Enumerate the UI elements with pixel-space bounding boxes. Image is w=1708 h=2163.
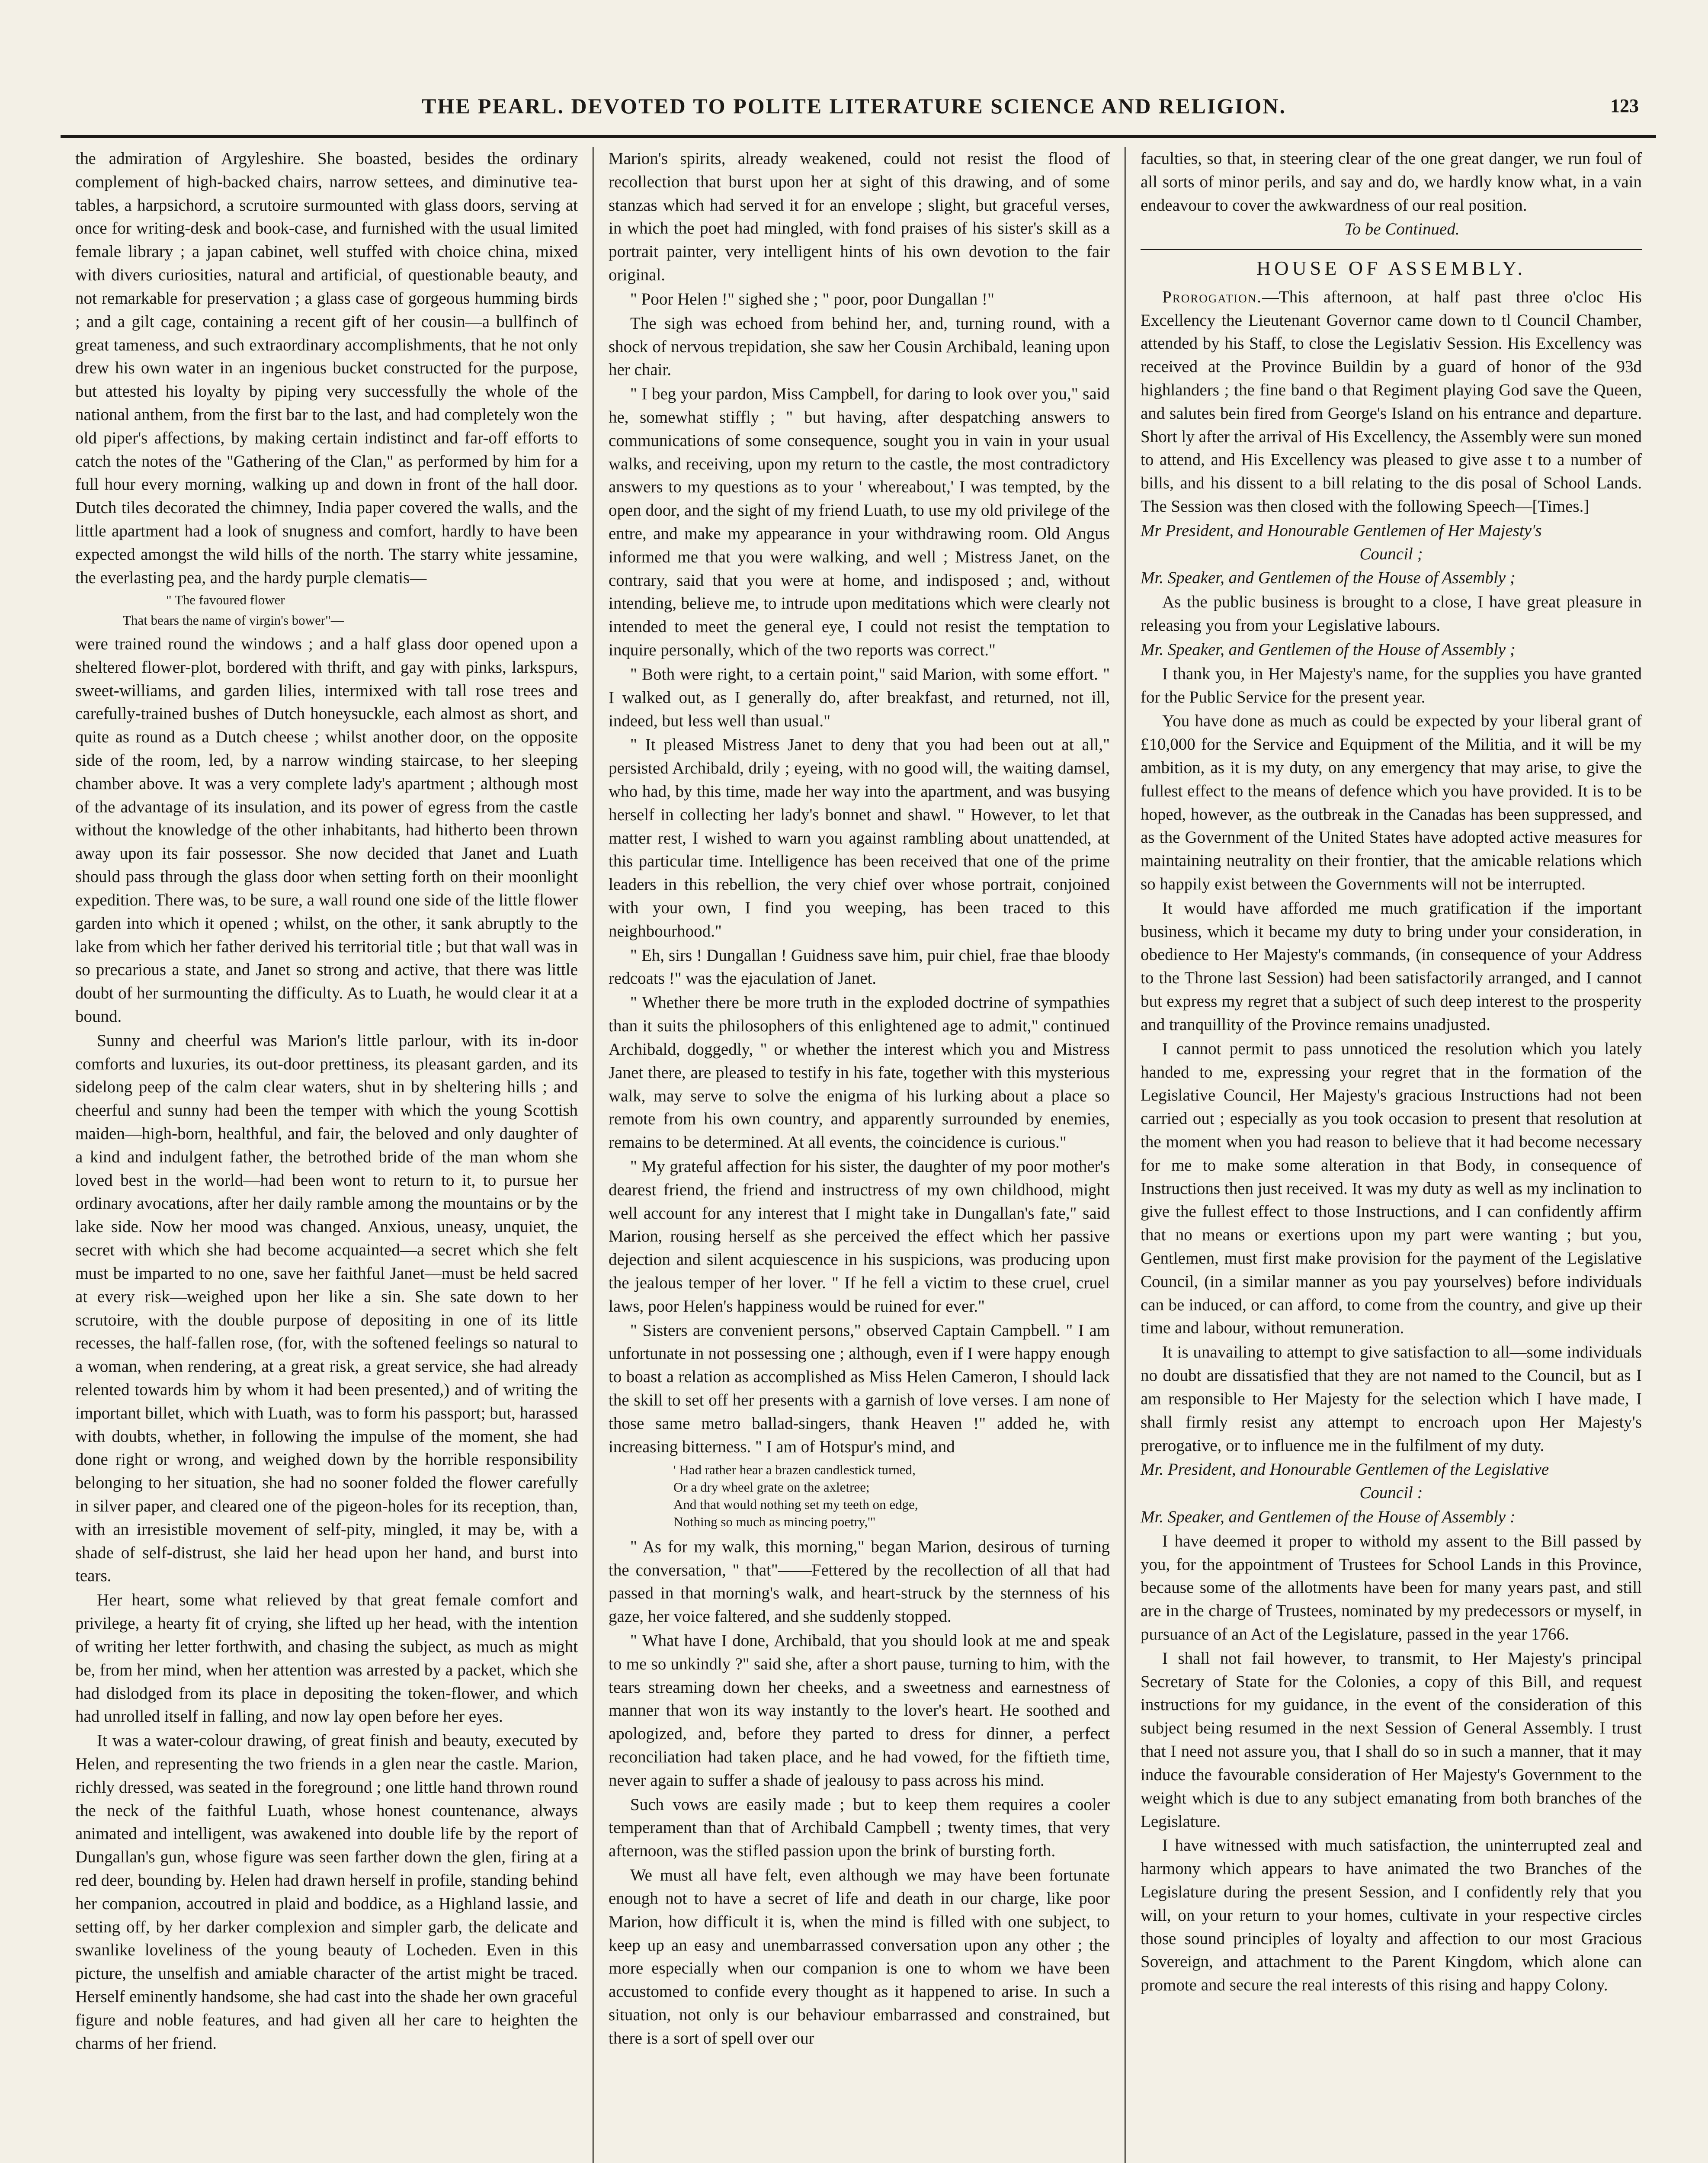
paragraph: As the public business is brought to a close, I have great pleasure in releasing you from your Legislative labours. [1141,593,1642,635]
column-1 [61,147,593,2163]
paragraph: the admiration of Argyleshire. She boasted, besides the ordinary complement of high-backed chairs, narrow settees, and diminutive tea-tables, a harpsichord, a scrutoire surmounted with glass doors, serving at once for writing-desk and book-case, and furnished with the usual limited female library ; a japan cabinet, well stuffed with choice china, mixed with divers curiosities, natural and artificial, of questionable beauty, and not remarkable for preservation ; a glass case of gorgeous humming birds ; and a gilt cage, containing a recent gift of her cousin—a bullfinch of great tameness, and such extraordinary accomplishments, that he not only drew his own water in an ingenious bucket constructed for the purpose, but attested his loyalty by piping very successfully the whole of the national anthem, from the first bar to the last, and had completely won the old piper's affections, by making certain indistinct and far-off efforts to catch the notes of the "Gathering of the Clan," as performed by him for a full hour every morning, walking up and down in front of the hall door. Dutch tiles decorated the chimney, India paper covered the walls, and the little apartment had a look of snugness and comfort, hardly to have been expected amongst the wild hills of the north. The starry white jessamine, the everlasting pea, and the hardy purple clematis— [75,149,578,587]
paragraph: " Sisters are convenient persons," observed Captain Campbell. " I am unfortunate in not possessing one ; although, even if I were happy enough to boast a relation as accomplished as Miss Helen Cameron, I should lack the skill to set off her presents with a garnish of love verses. I am none of those same metro ballad-singers, thank Heaven !" added he, with increasing bitterness. " I am of Hotspur's mind, and [609,1321,1110,1456]
paragraph: were trained round the windows ; and a half glass door opened upon a sheltered flower-plot, bordered with thrift, and gay with pinks, larkspurs, sweet-williams, and garden lilies, intermixed with tall rose trees and carefully-trained bushes of Dutch honeysuckle, each almost as short, and quite as round as a Dutch cheese ; whilst another door, on the opposite side of the room, led, by a narrow winding staircase, to her sleeping chamber above. It was a very complete lady's apartment ; although most of the advantage of its insulation, and its power of egress from the castle without the knowledge of the other inhabitants, had hitherto been thrown away upon its fair possessor. She now decided that Janet and Luath should pass through the glass door when setting forth on their moonlight expedition. There was, to be sure, a wall round one side of the little flower garden into which it opened ; whilst, on the other, it sank abruptly to the lake from which her father derived his territorial title ; but that wall was in so precarious a state, and Janet so strong and active, that there was little doubt of her surmounting the difficulty. As to Luath, he would clear it at a bound. [75,634,578,1026]
paragraph: " As for my walk, this morning," began Marion, desirous of turning the conversation, " that"——Fettered by the recollection of all that had passed in that morning's walk, and heart-struck by the sternness of his gaze, her voice faltered, and she suddenly stopped. [609,1537,1110,1626]
address-line: Mr. Speaker, and Gentlemen of the House of Assembly : [1141,1507,1516,1526]
address-line: Mr. President, and Honourable Gentlemen of the Legislative [1141,1460,1549,1479]
verse-block [673,1461,1110,1531]
paragraph: It would have afforded me much gratification if the important business, which it became my duty to bring under your consideration, in obedience to Her Majesty's commands, (in consequence of your Address to the Throne last Session) had been satisfactorily arranged, and I cannot but express my regret that a subject of such deep interest to the prosperity and tranquillity of the Province remains unadjusted. [1141,899,1642,1034]
verse-line: And that would nothing set my teeth on edge, [673,1497,918,1512]
paragraph [1141,286,1642,518]
paragraph: " What have I done, Archibald, that you should look at me and speak to me so unkindly ?" said she, after a short pause, turning to him, with the tears streaming down her cheeks, and a sweetness and earnestness of manner that won its way instantly to the lover's heart. He soothed and apologized, and, before they parted to dress for dinner, a perfect reconciliation had taken place, and he had vowed, for the fiftieth time, never again to suffer a shade of jealousy to pass across his mind. [609,1631,1110,1790]
paragraph: " My grateful affection for his sister, the daughter of my poor mother's dearest friend, the friend and instructress of my own childhood, might well account for any interest that I might take in Dungallan's fate," said Marion, rousing herself as she perceived the effect which her passive dejection and silent acquiescence in his suspicions, was producing upon the jealous temper of her lover. " If he fell a victim to these cruel, cruel laws, poor Helen's happiness would be ruined for ever." [609,1157,1110,1316]
column-3 [1125,147,1657,2163]
paragraph: Sunny and cheerful was Marion's little parlour, with its in-door comforts and luxuries, its out-door prettiness, its pleasant garden, and its sidelong peep of the calm clear waters, shut in by sheltering hills ; and cheerful and sunny had been the temper with which the young Scottish maiden—high-born, healthful, and fair, the beloved and only daughter of a kind and indulgent father, the betrothed bride of the man whom she loved best in the world—had been wont to return to it, to pursue her ordinary avocations, after her daily ramble among the mountains or by the lake side. Now her mood was changed. Anxious, uneasy, unquiet, the secret with which she had become acquainted—a secret which she felt must be imparted to no one, save her faithful Janet—must be held sacred at every risk—weighed upon her like a sin. She sate down to her scrutoire, with the double purpose of depositing in one of its little recesses, the half-fallen rose, (for, with the softened feelings so natural to a woman, when rendering, at a great risk, a great service, she had already relented towards him by whom it had been presented,) and of writing the important billet, which with Luath, was to form his passport; but, harassed with doubts, whether, in following the impulse of the moment, she had done right or wrong, and weighed down by the horrible responsibility belonging to her situation, she had no sooner folded the flower carefully in silver paper, and cleared one of the pigeon-holes for its reception, than, with an irresistible movement of self-pity, mingled, it may be, with a shade of self-distrust, she laid her head upon her hand, and burst into tears. [75,1031,578,1585]
article-columns [61,147,1657,2163]
paragraph: I thank you, in Her Majesty's name, for the supplies you have granted for the Public Service for the present year. [1141,664,1642,706]
paragraph: I shall not fail however, to transmit, to Her Majesty's principal Secretary of State for the Colonies, a copy of this Bill, and request instructions for my guidance, in the event of the consideration of this subject being resumed in the next Session of General Assembly. I trust that I need not assure you, that I shall do so in such a manner, that it may induce the favourable consideration of Her Majesty's Government to the weight which is due to any subject emanating from both branches of the Legislature. [1141,1649,1642,1831]
paragraph: Marion's spirits, already weakened, could not resist the flood of recollection that burst upon her at sight of this drawing, and of some stanzas which had served it for an envelope ; slight, but graceful verses, in which the poet had mingled, with fond praises of his sister's skill as a portrait painter, very intelligent hints of his own devotion to the fair original. [609,149,1110,285]
to-be-continued: To be Continued. [1344,220,1460,239]
paragraph: I have witnessed with much satisfaction, the uninterrupted zeal and harmony which appears to have animated the two Branches of the Legislature during the present Session, and I confidently rely that you will, on your return to your homes, cultivate in your respective circles those sound principles of loyalty and affection to our most Gracious Sovereign, and attachment to the Parent Kingdom, which alone can promote and secure the real interests of this rising and happy Colony. [1141,1836,1642,1995]
paragraph: " Poor Helen !" sighed she ; " poor, poor Dungallan !" [630,289,994,308]
address-line: Council ; [1359,544,1423,563]
paragraph: We must all have felt, even although we may have been fortunate enough not to have a secret of life and death in our charge, like poor Marion, how difficult it is, when the mind is filled with one subject, to keep up an easy and unembarrassed conversation upon any other ; the more especially when our companion is one to whom we have been accustomed to confide every thought as it happened to arise. In such a situation, not only is our behaviour embarrassed and constrained, but there is a sort of spell over our [609,1866,1110,2047]
verse-line: Nothing so much as mincing poetry,'" [673,1514,876,1530]
masthead-rule [61,135,1656,138]
address-line: Mr President, and Honourable Gentlemen of Her Majesty's [1141,521,1542,540]
paragraph: " Both were right, to a certain point," said Marion, with some effort. " I walked out, as I generally do, after breakfast, and returned, not ill, indeed, but less well than usual." [609,664,1110,730]
paragraph: I have deemed it proper to withold my assent to the Bill passed by you, for the appointment of Trustees for School Lands in this Province, because some of the allotments have been for many years past, and still are in the charge of Trustees, nominated by my predecessors or myself, in pursuance of an Act of the Legislature, passed in the year 1766. [1141,1531,1642,1644]
address-line: Council : [1359,1483,1423,1502]
paragraph: It is unavailing to attempt to give satisfaction to all—some individuals no doubt are dissatisfied that they are not named to the Council, but as I am responsible to Her Majesty for the selection which I have made, I shall firmly resist any attempt to encroach upon Her Majesty's prerogative, or to influence me in the fulfilment of my duty. [1141,1343,1642,1455]
paragraph: You have done as much as could be expected by your liberal grant of £10,000 for the Service and Equipment of the Militia, and it will be my ambition, as it is my duty, on any emergency that may arise, to give the fullest effect to the means of defence which you have provided. It is to be hoped, however, as the outbreak in the Canadas has been suppressed, and as the Government of the United States have adopted active measures for maintaining neutrality on their frontier, that the amicable relations which so happily exist between the Governments will not be interrupted. [1141,712,1642,894]
masthead-title: THE PEARL. DEVOTED TO POLITE LITERATURE SCIENCE AND RELIGION. [421,94,1287,118]
runin-heading: Prorogation. [1162,287,1262,306]
paragraph: " Whether there be more truth in the exploded doctrine of sympathies than it suits the philosophers of this enlightened age to admit," continued Archibald, doggedly, " or whether the interest which you and Mistress Janet there, are pleased to testify in his fate, together with this mysterious walk, may serve to solve the enigma of his lurking about a place so remote from his own country, and apparently surrounded by enemies, remains to be determined. At all events, the coincidence is curious." [609,993,1110,1152]
column-2 [593,147,1125,2163]
page-number: 123 [1610,95,1639,116]
verse-quote: That bears the name of virgin's bower"— [123,613,344,628]
verse-quote: " The favoured flower [166,592,285,608]
paragraph: Her heart, some what relieved by that great female comfort and privilege, a hearty fit of crying, she lifted up her head, with the intention of writing her letter forthwith, and chasing the subject, as much as might be, from her mind, when her attention was arrested by a packet, which she had dislodged from its place in depositing the token-flower, and which had unrolled itself in falling, and now lay open before her eyes. [75,1591,578,1726]
section-heading: HOUSE OF ASSEMBLY. [1141,249,1642,282]
verse-line: Or a dry wheel grate on the axletree; [673,1479,870,1495]
address-line: Mr. Speaker, and Gentlemen of the House of Assembly ; [1141,640,1516,659]
paragraph: Such vows are easily made ; but to keep them requires a cooler temperament than that of Archibald Campbell ; twenty times, that very afternoon, was the stifled passion upon the brink of bursting forth. [609,1795,1110,1861]
paragraph: faculties, so that, in steering clear of the one great danger, we run foul of all sorts of minor perils, and say and do, we hardly know what, in a vain endeavour to cover the awkwardness of our real position. [1141,149,1642,215]
paragraph: The sigh was echoed from behind her, and, turning round, with a shock of nervous trepidation, she saw her Cousin Archibald, leaning upon her chair. [609,314,1110,379]
paragraph: It was a water-colour drawing, of great finish and beauty, executed by Helen, and representing the two friends in a glen near the castle. Marion, richly dressed, was seated in the foreground ; one little hand thrown round the neck of the faithful Luath, whose honest countenance, always animated and intelligent, was awakened into double life by the report of Dungallan's gun, whose figure was seen farther down the glen, firing at a red deer, bounding by. Helen had drawn herself in profile, standing behind her companion, accoutred in plaid and boddice, as a Highland lassie, and setting off, by her darker complexion and simpler garb, the delicate and swanlike loveliness of the young beauty of Locheden. Even in this picture, the unselfish and amiable character of the artist might be traced. Herself eminently handsome, she had cast into the shade her own graceful figure and noble features, and had given all her care to heighten the charms of her friend. [75,1731,578,2053]
paragraph: " I beg your pardon, Miss Campbell, for daring to look over you," said he, somewhat stiffly ; " but having, after despatching answers to communications of some consequence, sought you in vain in your usual walks, and receiving, upon my return to the castle, the most contradictory answers to my questions as to your ' whereabout,' I was tempted, by the open door, and the sight of my friend Luath, to use my old privilege of the entre, and make my appearance in your withdrawing room. Old Angus informed me that you were walking, and well ; Mistress Janet, on the contrary, said that you were at home, and indisposed ; and, without intending, believe me, to intrude upon meditations which were clearly not intended to meet the general eye, I could not resist the temptation to inquire personally, which of the two reports was correct." [609,385,1110,660]
paragraph: I cannot permit to pass unnoticed the resolution which you lately handed to me, expressing your regret that in the formation of the Legislative Council, Her Majesty's gracious Instructions had not been carried out ; especially as you took occasion to present that resolution at the moment when you had reason to believe that it had become necessary for me to make some alteration in that Body, in consequence of Instructions then just received. It was my duty as well as my inclination to give the fullest effect to those Instructions, and I can confidently affirm that no means or exertions upon my part were wanting ; but you, Gentlemen, must first make provision for the payment of the Legislative Council, (in a similar manner as you pay yourselves) before individuals can be induced, or can afford, to come from the country, and give up their time and labour, without remuneration. [1141,1039,1642,1338]
verse-line: ' Had rather hear a brazen candlestick turned, [673,1462,916,1477]
masthead [0,78,1708,134]
paragraph-text: —This afternoon, at half past three o'cloc His Excellency the Lieutenant Governor came down to tl Council Chamber, attended by his Staff, to close the Legislativ Session. His Excellency was received at the Province Buildin by a guard of honor of the 93d highlanders ; the fine band o that Regiment playing God save the Queen, and salutes bein fired from George's Island on his entrance and departure. Short ly after the arrival of His Excellency, the Assembly were sun moned to attend, and His Excellency was pleased to give asse t to a number of bills, and his dissent to a bill relating to the dis posal of School Lands. The Session was then closed with the following Speech—[Times.] [1141,287,1642,516]
address-line: Mr. Speaker, and Gentlemen of the House of Assembly ; [1141,568,1516,587]
paragraph: " It pleased Mistress Janet to deny that you had been out at all," persisted Archibald, drily ; eyeing, with no good will, the waiting damsel, who had, by this time, made her way into the apartment, and was busying herself in collecting her lady's bonnet and shawl. " However, to let that matter rest, I wished to warn you against rambling about unattended, at this particular time. Intelligence has been received that one of the prime leaders in this rebellion, the very chief over whose portrait, conjoined with your own, I find you weeping, has been traced to this neighbourhood." [609,735,1110,940]
paragraph: " Eh, sirs ! Dungallan ! Guidness save him, puir chiel, frae thae bloody redcoats !" was the ejaculation of Janet. [609,946,1110,988]
